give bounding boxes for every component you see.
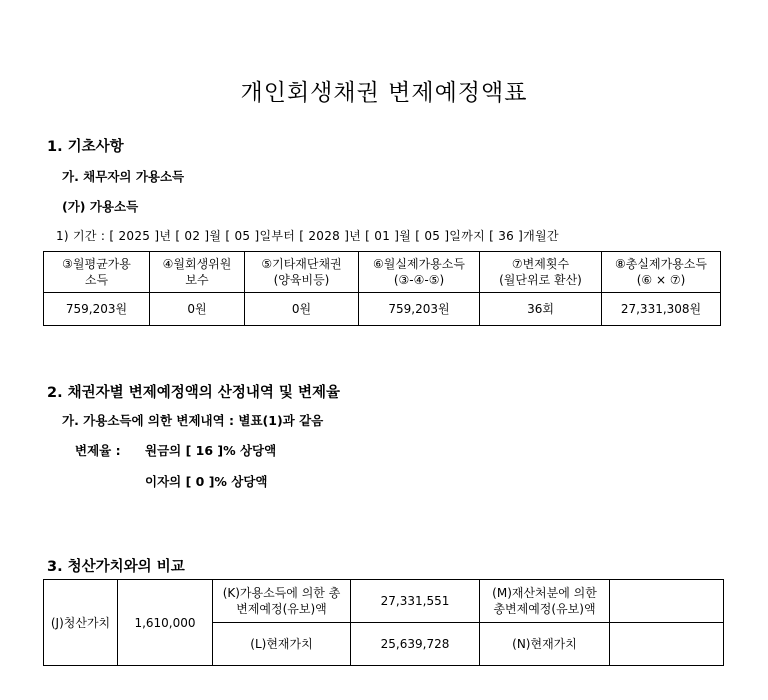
section1-sub-a1: (가) 가용소득 bbox=[62, 199, 139, 214]
liquidation-label: (J)청산가치 bbox=[44, 580, 118, 666]
liquidation-value: 1,610,000 bbox=[118, 580, 213, 666]
k-value: 27,331,551 bbox=[351, 580, 480, 623]
section3-heading: 3. 청산가치와의 비교 bbox=[47, 559, 185, 575]
m-label: (M)재산처분에 의한 총변제예정(유보)액 bbox=[480, 580, 610, 623]
principal-rate: 원금의 [ 16 ]% 상당액 bbox=[145, 443, 277, 458]
value-other-claims: 0원 bbox=[245, 293, 359, 326]
section1-sub-a: 가. 채무자의 가용소득 bbox=[62, 169, 185, 184]
value-payment-count: 36회 bbox=[480, 293, 602, 326]
n-label: (N)현재가치 bbox=[480, 623, 610, 666]
value-total-actual-income: 27,331,308원 bbox=[602, 293, 721, 326]
interest-rate: 이자의 [ 0 ]% 상당액 bbox=[145, 474, 268, 489]
value-monthly-avg-income: 759,203원 bbox=[44, 293, 150, 326]
header-monthly-actual-income: ⑥월실제가용소득 (③-④-⑤) bbox=[359, 252, 480, 293]
liquidation-comparison-table bbox=[43, 579, 724, 666]
m-value bbox=[610, 580, 724, 623]
value-trustee-fee: 0원 bbox=[150, 293, 245, 326]
header-payment-count: ⑦변제횟수 (월단위로 환산) bbox=[480, 252, 602, 293]
section2-heading: 2. 채권자별 변제예정액의 산정내역 및 변제율 bbox=[47, 385, 340, 401]
value-monthly-actual-income: 759,203원 bbox=[359, 293, 480, 326]
n-value bbox=[610, 623, 724, 666]
k-label: (K)가용소득에 의한 총 변제예정(유보)액 bbox=[213, 580, 351, 623]
header-total-actual-income: ⑧총실제가용소득 (⑥ × ⑦) bbox=[602, 252, 721, 293]
section1-heading: 1. 기초사항 bbox=[47, 139, 124, 155]
l-value: 25,639,728 bbox=[351, 623, 480, 666]
income-table bbox=[43, 251, 721, 326]
header-monthly-avg-income: ③월평균가용 소득 bbox=[44, 252, 150, 293]
document-title: 개인회생채권 변제예정액표 bbox=[240, 80, 528, 106]
period-line: 1) 기간 : [ 2025 ]년 [ 02 ]월 [ 05 ]일부터 [ 2028 ]년 [ 01 ]월 [ 05 ]일까지 [ 36 ]개월간 bbox=[56, 229, 559, 243]
header-trustee-fee: ④월회생위원 보수 bbox=[150, 252, 245, 293]
header-other-claims: ⑤기타재단채권 (양육비등) bbox=[245, 252, 359, 293]
l-label: (L)현재가치 bbox=[213, 623, 351, 666]
repayment-rate-label: 변제율 : bbox=[75, 443, 121, 458]
section2-sub-a: 가. 가용소득에 의한 변제내역 : 별표(1)과 같음 bbox=[62, 413, 324, 428]
